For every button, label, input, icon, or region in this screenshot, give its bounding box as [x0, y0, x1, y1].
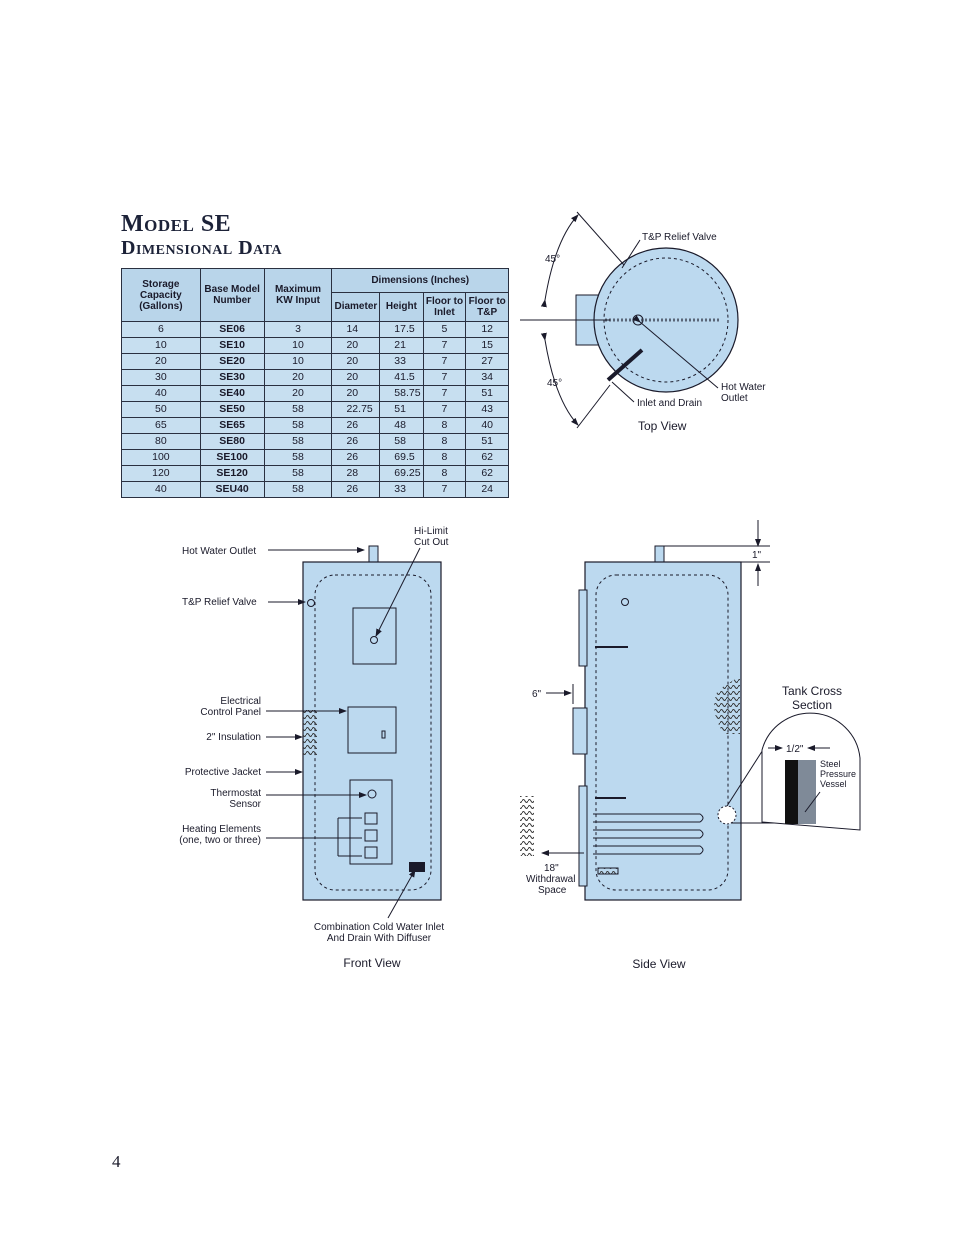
table-cell: 51: [380, 402, 423, 418]
table-cell: 80: [122, 434, 201, 450]
table-cell: 8: [423, 450, 466, 466]
header-dimensions-group: Dimensions (Inches): [332, 269, 509, 293]
table-cell: 51: [466, 386, 509, 402]
table-cell: 20: [264, 370, 332, 386]
table-cell: 26: [332, 482, 380, 498]
withdrawal-line1: 18": [544, 863, 559, 874]
table-cell: 100: [122, 450, 201, 466]
angle-bottom-label: 45°: [547, 378, 563, 389]
table-cell: SE20: [200, 354, 264, 370]
side-view-diagram: [520, 520, 860, 971]
table-cell: 62: [466, 450, 509, 466]
steel-line3: Vessel: [820, 779, 847, 789]
table-cell: 58: [380, 434, 423, 450]
table-cell: 58: [264, 418, 332, 434]
table-cell: 58.75: [380, 386, 423, 402]
table-cell: 20: [332, 386, 380, 402]
table-cell: 7: [423, 338, 466, 354]
front-view-caption: Front View: [343, 956, 401, 970]
table-cell: 51: [466, 434, 509, 450]
table-cell: 41.5: [380, 370, 423, 386]
table-cell: SE40: [200, 386, 264, 402]
table-cell: 20: [122, 354, 201, 370]
steel-line1: Steel: [820, 759, 841, 769]
table-cell: 7: [423, 386, 466, 402]
table-cell: 58: [264, 434, 332, 450]
table-cell: SE65: [200, 418, 264, 434]
table-cell: 26: [332, 434, 380, 450]
table-cell: 20: [264, 386, 332, 402]
table-cell: SE80: [200, 434, 264, 450]
table-cell: 28: [332, 466, 380, 482]
header-storage-capacity: Storage Capacity (Gallons): [122, 269, 201, 322]
table-cell: 65: [122, 418, 201, 434]
side-view-caption: Side View: [632, 957, 686, 971]
table-cell: SE120: [200, 466, 264, 482]
table-cell: 3: [264, 322, 332, 338]
insulation-layer: [798, 760, 816, 824]
table-cell: 58: [264, 450, 332, 466]
table-cell: 27: [466, 354, 509, 370]
table-cell: 7: [423, 482, 466, 498]
table-cell: 20: [332, 338, 380, 354]
header-diameter: Diameter: [332, 292, 380, 321]
table-cell: 7: [423, 402, 466, 418]
control-panel-line1: Electrical: [220, 696, 261, 707]
table-cell: 40: [466, 418, 509, 434]
header-height: Height: [380, 292, 423, 321]
page-number: 4: [112, 1152, 121, 1171]
tank-cross-line2: Section: [791, 698, 833, 712]
table-cell: 22.75: [332, 402, 380, 418]
table-cell: 48: [380, 418, 423, 434]
table-cell: 21: [380, 338, 423, 354]
table-cell: 58: [264, 466, 332, 482]
table-cell: 69.5: [380, 450, 423, 466]
front-jacket: [303, 562, 441, 900]
side-jacket: [585, 562, 741, 900]
table-cell: 40: [122, 386, 201, 402]
combination-inlet-line2: And Drain With Diffuser: [326, 933, 432, 944]
inlet-drain-top-label: Inlet and Drain: [637, 398, 703, 409]
title-line-2: Dimensional Data: [121, 237, 283, 259]
thermostat-line2: Sensor: [229, 799, 261, 810]
control-panel-line2: Control Panel: [200, 707, 261, 718]
table-cell: 12: [466, 322, 509, 338]
header-floor-tp: Floor to T&P: [466, 292, 509, 321]
table-cell: 5: [423, 322, 466, 338]
heating-elements-line1: Heating Elements: [182, 824, 261, 835]
table-cell: SE30: [200, 370, 264, 386]
table-cell: 24: [466, 482, 509, 498]
table-cell: 58: [264, 402, 332, 418]
hot-water-outlet-top-line2: Outlet: [721, 393, 748, 404]
withdrawal-wall-hatch: [520, 796, 534, 856]
table-cell: 7: [423, 370, 466, 386]
table-cell: 58: [264, 482, 332, 498]
insulation-hatch: [303, 710, 317, 756]
table-cell: 120: [122, 466, 201, 482]
table-cell: 10: [264, 354, 332, 370]
table-cell: 20: [332, 370, 380, 386]
withdrawal-line2: Withdrawal: [526, 874, 576, 885]
table-cell: 6: [122, 322, 201, 338]
table-cell: 20: [332, 354, 380, 370]
insulation-label: 2" Insulation: [206, 732, 261, 743]
header-base-model: Base Model Number: [200, 269, 264, 322]
table-cell: 15: [466, 338, 509, 354]
table-cell: 50: [122, 402, 201, 418]
steel-vessel-layer: [785, 760, 798, 824]
angle-top-label: 45°: [545, 254, 561, 265]
hot-water-outlet-top-line1: Hot Water: [721, 382, 766, 393]
table-cell: 26: [332, 450, 380, 466]
table-cell: 7: [423, 354, 466, 370]
table-cell: SE100: [200, 450, 264, 466]
table-cell: 17.5: [380, 322, 423, 338]
table-cell: 14: [332, 322, 380, 338]
table-cell: 26: [332, 418, 380, 434]
front-view-diagram: [179, 526, 448, 970]
hi-limit-line2: Cut Out: [414, 537, 449, 548]
table-cell: 43: [466, 402, 509, 418]
table-cell: SE10: [200, 338, 264, 354]
combination-inlet-line1: Combination Cold Water Inlet: [313, 922, 445, 933]
side-gap-label: 6": [532, 689, 542, 700]
table-cell: 10: [264, 338, 332, 354]
table-cell: SE06: [200, 322, 264, 338]
table-cell: 62: [466, 466, 509, 482]
top-view-caption: Top View: [638, 419, 687, 433]
table-cell: 69.25: [380, 466, 423, 482]
table-cell: 33: [380, 354, 423, 370]
title-line-1: Model SE: [121, 211, 232, 237]
top-view-diagram: [520, 212, 766, 433]
heating-elements-line2: (one, two or three): [179, 835, 261, 846]
table-cell: 10: [122, 338, 201, 354]
hot-water-outlet-front-label: Hot Water Outlet: [182, 546, 257, 557]
header-floor-inlet: Floor to Inlet: [423, 292, 466, 321]
table-cell: 8: [423, 434, 466, 450]
top-gap-label: 1": [752, 550, 762, 561]
table-cell: SE50: [200, 402, 264, 418]
protective-jacket-label: Protective Jacket: [184, 767, 261, 778]
hi-limit-line1: Hi-Limit: [414, 526, 448, 537]
table-cell: 40: [122, 482, 201, 498]
table-cell: 8: [423, 466, 466, 482]
header-max-kw: Maximum KW Input: [264, 269, 332, 322]
tank-cross-line1: Tank Cross: [781, 684, 843, 698]
thermostat-line1: Thermostat: [210, 788, 261, 799]
withdrawal-line3: Space: [538, 885, 567, 896]
table-cell: 8: [423, 418, 466, 434]
table-cell: 34: [466, 370, 509, 386]
table-cell: SEU40: [200, 482, 264, 498]
half-inch-label: 1/2": [786, 744, 804, 755]
tp-relief-valve-top-label: T&P Relief Valve: [642, 232, 717, 243]
table-cell: 30: [122, 370, 201, 386]
tp-relief-valve-front-label: T&P Relief Valve: [182, 597, 257, 608]
steel-line2: Pressure: [820, 769, 857, 779]
table-cell: 33: [380, 482, 423, 498]
